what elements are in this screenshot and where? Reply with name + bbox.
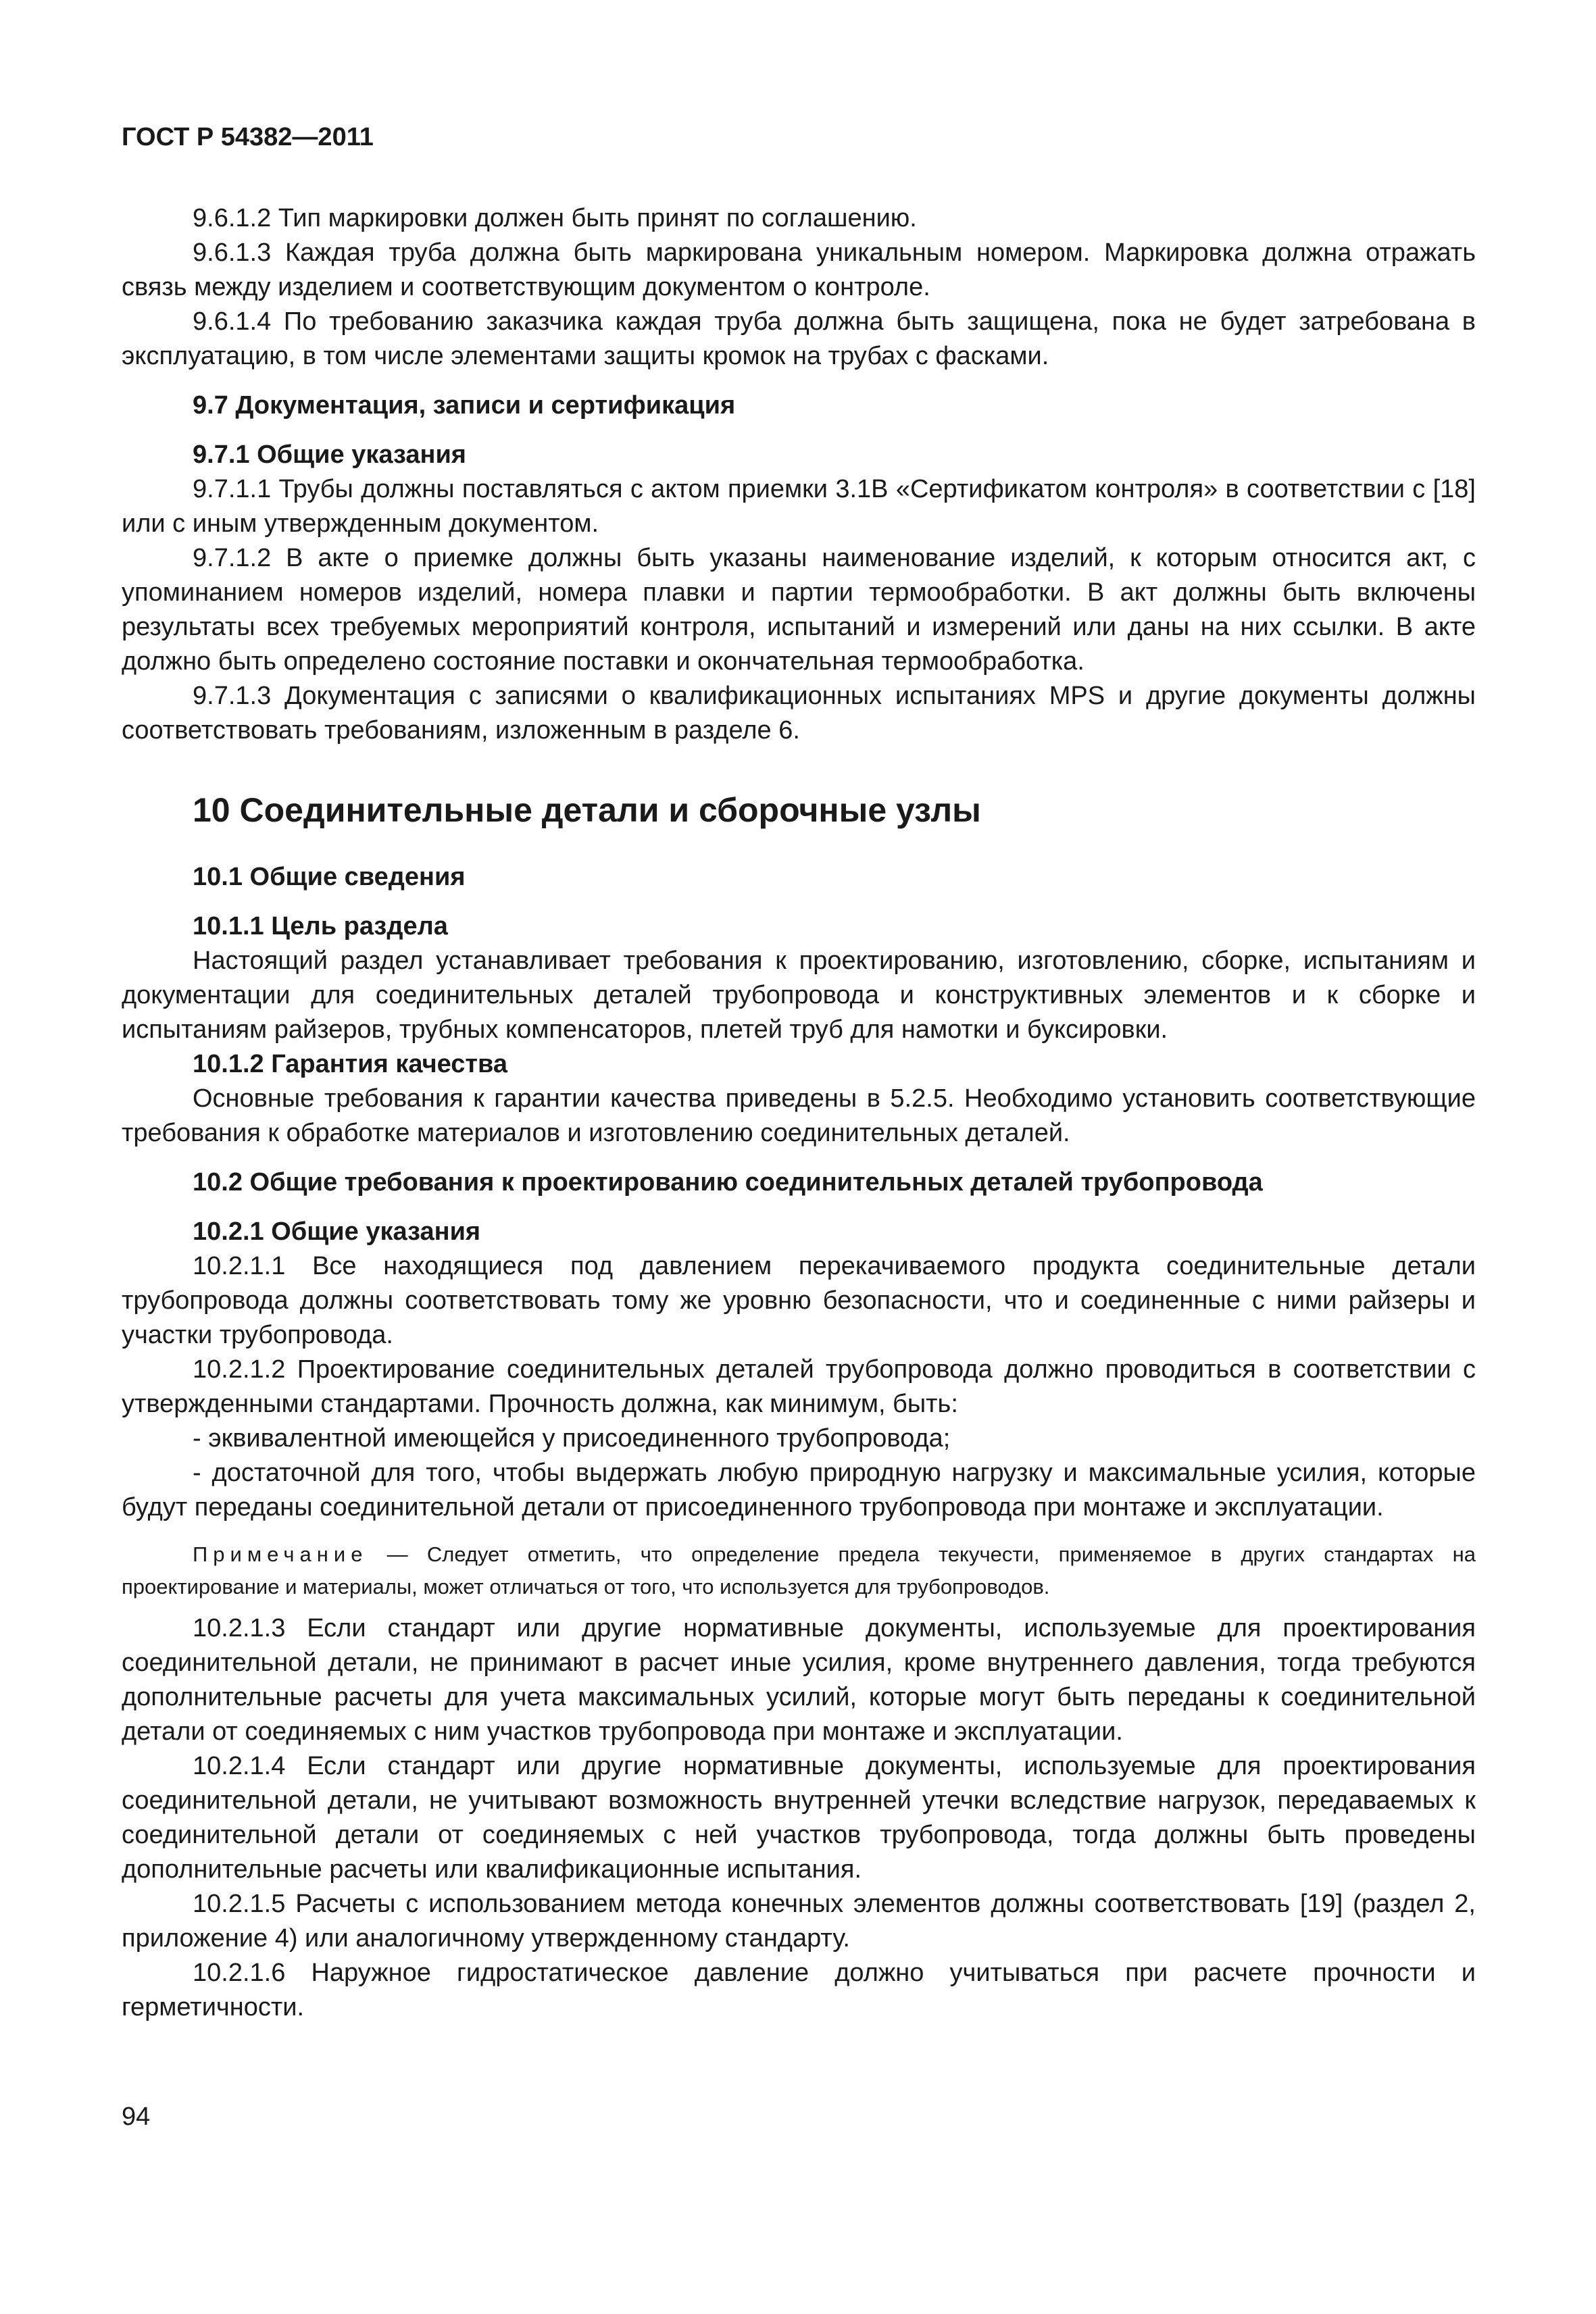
clause-9-7-1-2: 9.7.1.2 В акте о приемке должны быть указаны наименование изделий, к которым относится акт, с упоминанием номеров изделий, номера плавки и партии термообработки. В акт должны быть включены результаты всех требуемых мероприятий контроля, испытаний и измерений или даны на них ссылки. В акте должно быть определено состояние поставки и окончательная термообработка. xyxy=(122,544,1476,676)
clause-9-7-1-1: 9.7.1.1 Трубы должны поставляться с актом приемки 3.1В «Сертификатом контроля» в соответствии с [18] или с иным утвержденным документом. xyxy=(122,475,1476,538)
page-number: 94 xyxy=(122,2103,151,2131)
section-10-title: 10 Соединительные детали и сборочные узлы xyxy=(193,791,981,829)
note xyxy=(122,1538,1476,1603)
clause-10-2-1-4: 10.2.1.4 Если стандарт или другие нормативные документы, используемые для проектирования соединительной детали, не учитывают возможность внутренней утечки вследствие нагрузок, передаваемых к соединительной детали от соединяемых с ней участков трубопровода, тогда должны быть проведены дополнительные расчеты или квалификационные испытания. xyxy=(122,1752,1476,1884)
heading-9-7-1: 9.7.1 Общие указания xyxy=(193,441,466,469)
document-body xyxy=(122,201,1476,2025)
clause-10-2-1-6: 10.2.1.6 Наружное гидростатическое давление должно учитываться при расчете прочности и герметичности. xyxy=(122,1959,1476,2021)
note-label: Примечание xyxy=(193,1542,368,1566)
clause-9-7-1-3: 9.7.1.3 Документация с записями о квалификационных испытаниях MPS и другие документы должны соответствовать требованиям, изложенным в разделе 6. xyxy=(122,682,1476,745)
heading-10-1: 10.1 Общие сведения xyxy=(193,863,466,891)
clause-10-2-1-2: 10.2.1.2 Проектирование соединительных деталей трубопровода должно проводиться в соответствии с утвержденными стандартами. Прочность должна, как минимум, быть: xyxy=(122,1355,1476,1418)
bullet-item: - эквивалентной имеющейся у присоединенного трубопровода; xyxy=(193,1424,951,1453)
clause-10-1-1: Настоящий раздел устанавливает требования к проектированию, изготовлению, сборке, испытаниям и документации для соединительных деталей трубопровода и конструктивных элементов и к сборке и испытаниям райзеров, трубных компенсаторов, плетей труб для намотки и буксировки. xyxy=(122,947,1476,1044)
clause-9-6-1-4: 9.6.1.4 По требованию заказчика каждая труба должна быть защищена, пока не будет затребована в эксплуатацию, в том числе элементами защиты кромок на трубах с фасками. xyxy=(122,307,1476,370)
clause-9-6-1-2: 9.6.1.2 Тип маркировки должен быть принят по соглашению. xyxy=(193,204,917,232)
note-text: — Следует отметить, что определение предела текучести, применяемое в других стандартах на проектирование и материалы, может отличаться от того, что используется для трубопроводов. xyxy=(122,1542,1476,1599)
clause-10-2-1-3: 10.2.1.3 Если стандарт или другие нормативные документы, используемые для проектирования соединительной детали, не принимают в расчет иные усилия, кроме внутреннего давления, тогда требуются дополнительные расчеты для учета максимальных усилий, которые могут быть переданы к соединительной детали от соединяемых с ним участков трубопровода при монтаже и эксплуатации. xyxy=(122,1614,1476,1746)
clause-10-2-1-1: 10.2.1.1 Все находящиеся под давлением перекачиваемого продукта соединительные детали трубопровода должны соответствовать тому же уровню безопасности, что и соединенные с ними райзеры и участки трубопровода. xyxy=(122,1252,1476,1349)
heading-10-1-1: 10.1.1 Цель раздела xyxy=(193,912,448,940)
standard-header: ГОСТ Р 54382—2011 xyxy=(122,123,374,151)
heading-10-1-2: 10.1.2 Гарантия качества xyxy=(193,1050,508,1078)
heading-10-2: 10.2 Общие требования к проектированию соединительных деталей трубопровода xyxy=(193,1168,1263,1197)
clause-10-1-2: Основные требования к гарантии качества приведены в 5.2.5. Необходимо установить соответствующие требования к обработке материалов и изготовлению соединительных деталей. xyxy=(122,1084,1476,1147)
heading-9-7: 9.7 Документация, записи и сертификация xyxy=(193,391,736,420)
heading-10-2-1: 10.2.1 Общие указания xyxy=(193,1217,481,1246)
bullet-item: - достаточной для того, чтобы выдержать любую природную нагрузку и максимальные усилия, которые будут переданы соединительной детали от присоединенного трубопровода при монтаже и эксплуатации. xyxy=(122,1459,1476,1521)
clause-9-6-1-3: 9.6.1.3 Каждая труба должна быть маркирована уникальным номером. Маркировка должна отражать связь между изделием и соответствующим документом о контроле. xyxy=(122,238,1476,301)
clause-10-2-1-5: 10.2.1.5 Расчеты с использованием метода конечных элементов должны соответствовать [19] (раздел 2, приложение 4) или аналогичному утвержденному стандарту. xyxy=(122,1890,1476,1953)
